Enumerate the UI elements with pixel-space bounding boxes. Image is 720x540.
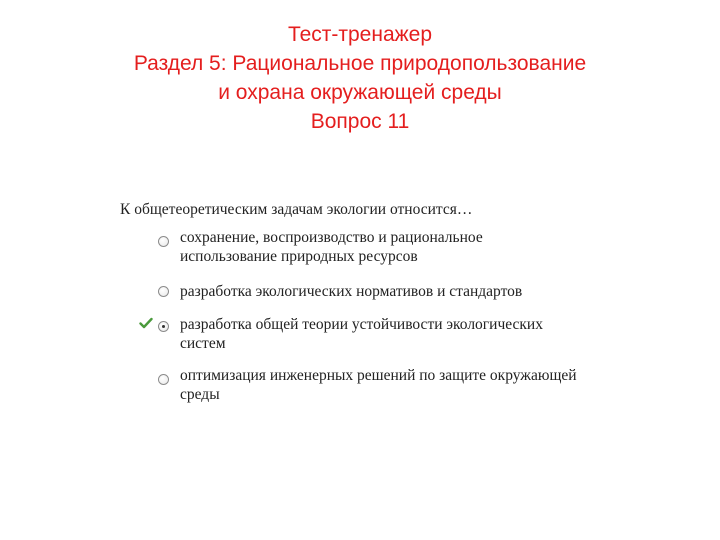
answer-option-4-line-2: среды xyxy=(180,386,220,403)
question-text: К общетеоретическим задачам экологии относится… xyxy=(120,201,473,218)
slide-title xyxy=(0,20,720,136)
answer-option-1[interactable] xyxy=(120,228,660,266)
answer-option-2-line-1: разработка экологических нормативов и стандартов xyxy=(180,283,523,300)
radio-button[interactable] xyxy=(158,286,169,297)
quiz-panel xyxy=(120,200,660,404)
answer-option-3-line-2: систем xyxy=(180,335,226,352)
answer-option-3[interactable] xyxy=(120,315,660,353)
title-line-2: Раздел 5: Рациональное природопользование xyxy=(133,52,587,75)
radio-button[interactable] xyxy=(158,374,169,385)
title-line-1: Тест-тренажер xyxy=(287,23,433,46)
answer-option-1-line-2: использование природных ресурсов xyxy=(180,248,418,265)
answer-option-3-line-1: разработка общей теории устойчивости экологических xyxy=(180,316,543,333)
title-line-3: и охрана окружающей среды xyxy=(218,81,502,104)
radio-button[interactable] xyxy=(158,236,169,247)
radio-button-selected[interactable] xyxy=(158,321,169,332)
answer-option-1-line-1: сохранение, воспроизводство и рациональное xyxy=(180,229,483,246)
answer-option-4[interactable] xyxy=(120,366,660,404)
question-number: Вопрос 11 xyxy=(310,110,410,133)
answer-option-4-line-1: оптимизация инженерных решений по защите окружающей xyxy=(180,367,577,384)
answer-option-2[interactable] xyxy=(120,282,660,301)
checkmark-icon xyxy=(139,316,153,330)
